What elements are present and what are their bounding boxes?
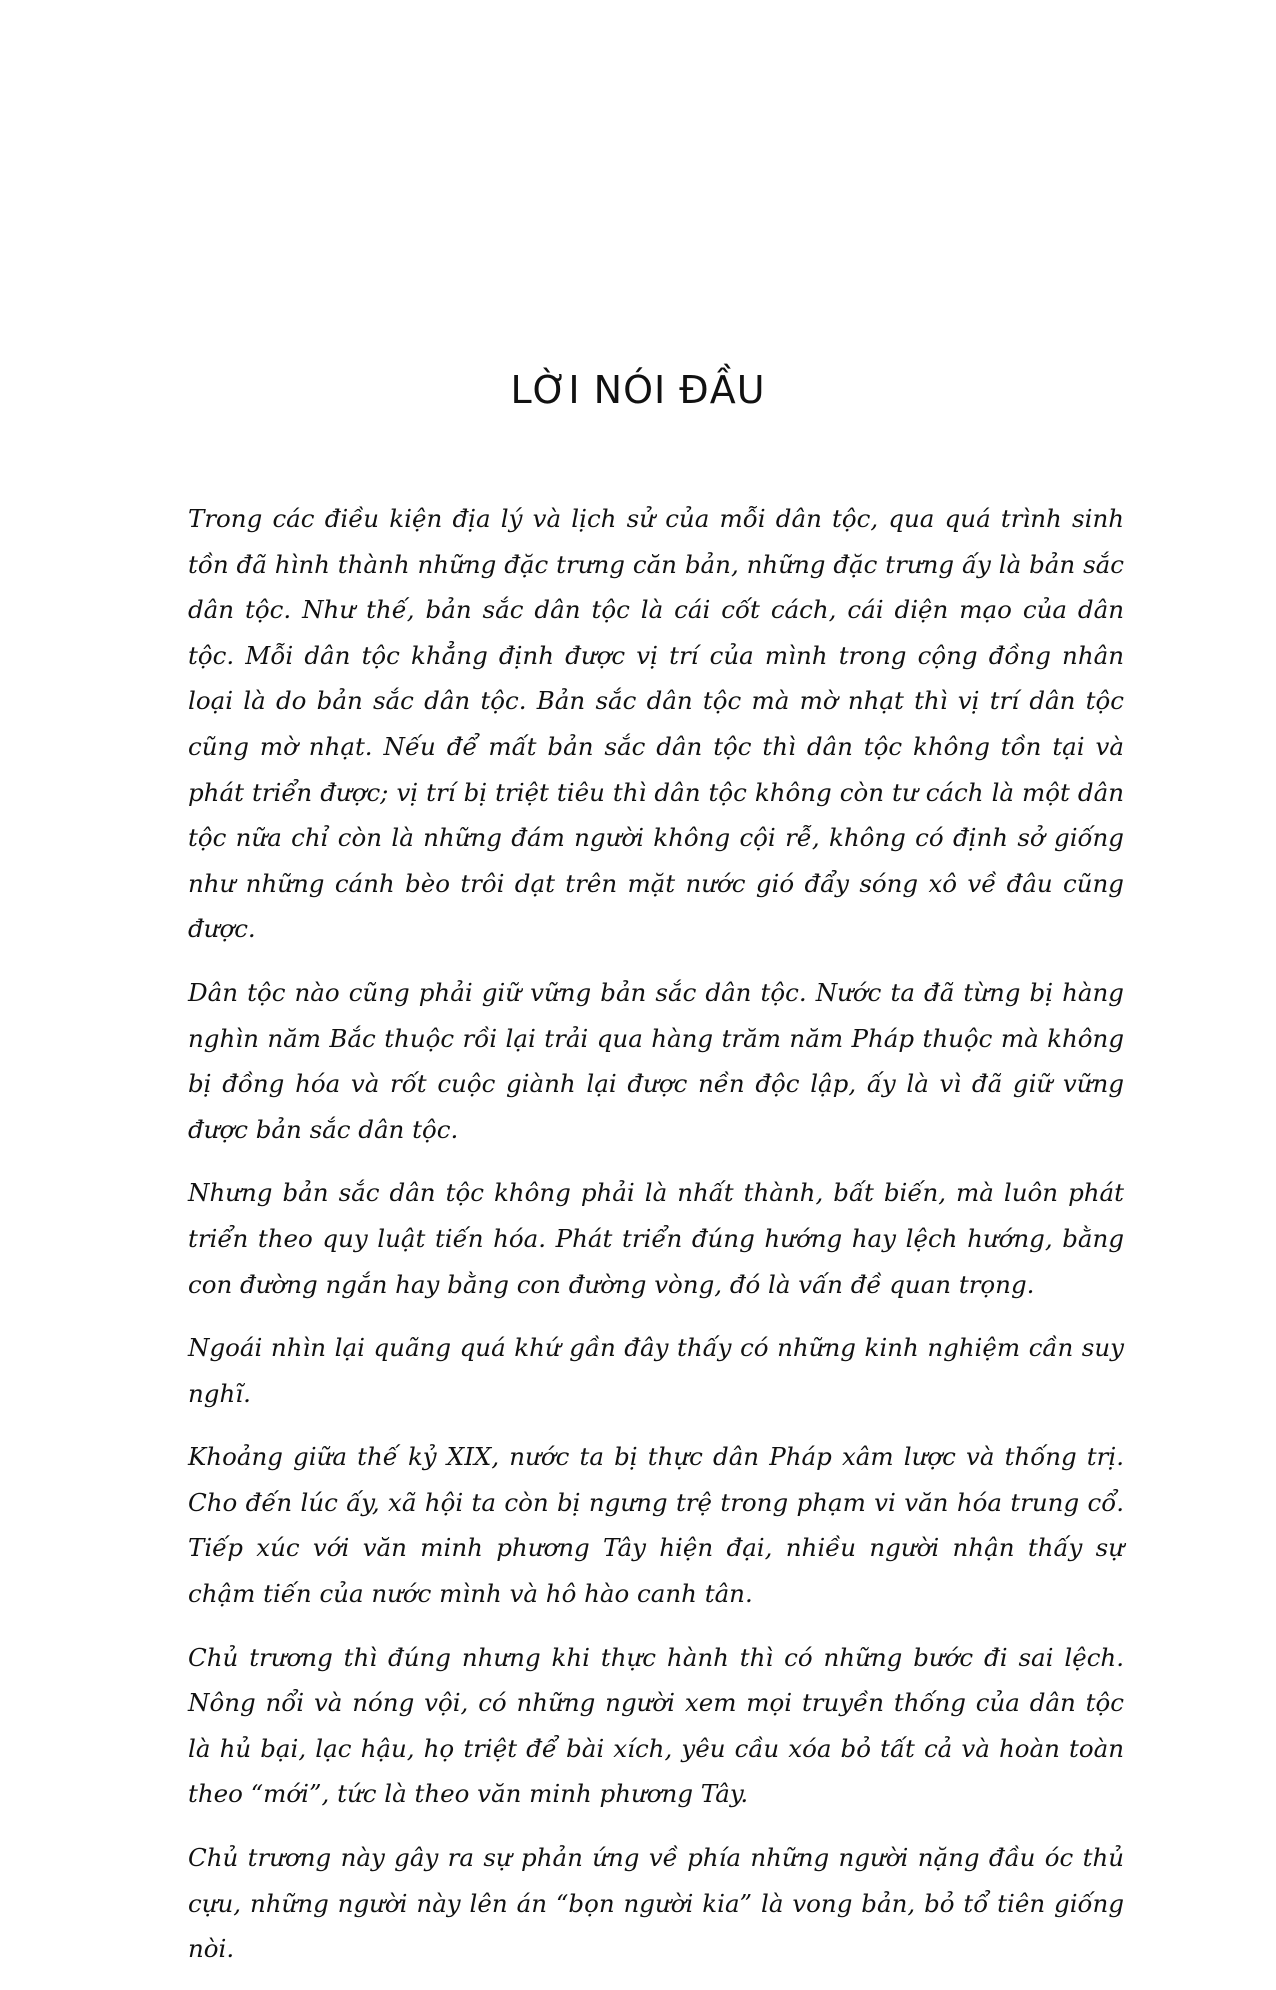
paragraph-6: Chủ trương thì đúng nhưng khi thực hành thì có những bước đi sai lệch. Nông nổi và nóng vội, có những người xem mọi truyền thống của dân tộc là hủ bại, lạc hậu, họ triệt để bài xích, yêu cầu xóa bỏ tất cả và hoàn toàn theo “mới”, tức là theo văn minh phương Tây. [188,1642,1124,1809]
paragraph-1: Trong các điều kiện địa lý và lịch sử của mỗi dân tộc, qua quá trình sinh tồn đã hình thành những đặc trưng căn bản, những đặc trưng ấy là bản sắc dân tộc. Như thế, bản sắc dân tộc là cái cốt cách, cái diện mạo của dân tộc. Mỗi dân tộc khẳng định được vị trí của mình trong cộng đồng nhân loại là do bản sắc dân tộc. Bản sắc dân tộc mà mờ nhạt thì vị trí dân tộc cũng mờ nhạt. Nếu để mất bản sắc dân tộc thì dân tộc không tồn tại và phát triển được; vị trí bị triệt tiêu thì dân tộc không còn tư cách là một dân tộc nữa chỉ còn là những đám người không cội rễ, không có định sở giống như những cánh bèo trôi dạt trên mặt nước gió đẩy sóng xô về đâu cũng được. [188,504,1124,944]
paragraph-7: Chủ trương này gây ra sự phản ứng về phía những người nặng đầu óc thủ cựu, những người này lên án “bọn người kia” là vong bản, bỏ tổ tiên giống nòi. [188,1843,1124,1964]
body-text [188,496,1124,1990]
paragraph-2: Dân tộc nào cũng phải giữ vững bản sắc dân tộc. Nước ta đã từng bị hàng nghìn năm Bắc thuộc rồi lại trải qua hàng trăm năm Pháp thuộc mà không bị đồng hóa và rốt cuộc giành lại được nền độc lập, ấy là vì đã giữ vững được bản sắc dân tộc. [188,977,1124,1144]
page-title: LỜI NÓI ĐẦU [510,368,766,412]
paragraph-4: Ngoái nhìn lại quãng quá khứ gần đây thấy có những kinh nghiệm cần suy nghĩ. [188,1333,1124,1408]
paragraph-5: Khoảng giữa thế kỷ XIX, nước ta bị thực dân Pháp xâm lược và thống trị. Cho đến lúc ấy, xã hội ta còn bị ngưng trệ trong phạm vi văn hóa trung cổ. Tiếp xúc với văn minh phương Tây hiện đại, nhiều người nhận thấy sự chậm tiến của nước mình và hô hào canh tân. [188,1442,1124,1609]
paragraph-3: Nhưng bản sắc dân tộc không phải là nhất thành, bất biến, mà luôn phát triển theo quy luật tiến hóa. Phát triển đúng hướng hay lệch hướng, bằng con đường ngắn hay bằng con đường vòng, đó là vấn đề quan trọng. [188,1178,1124,1299]
